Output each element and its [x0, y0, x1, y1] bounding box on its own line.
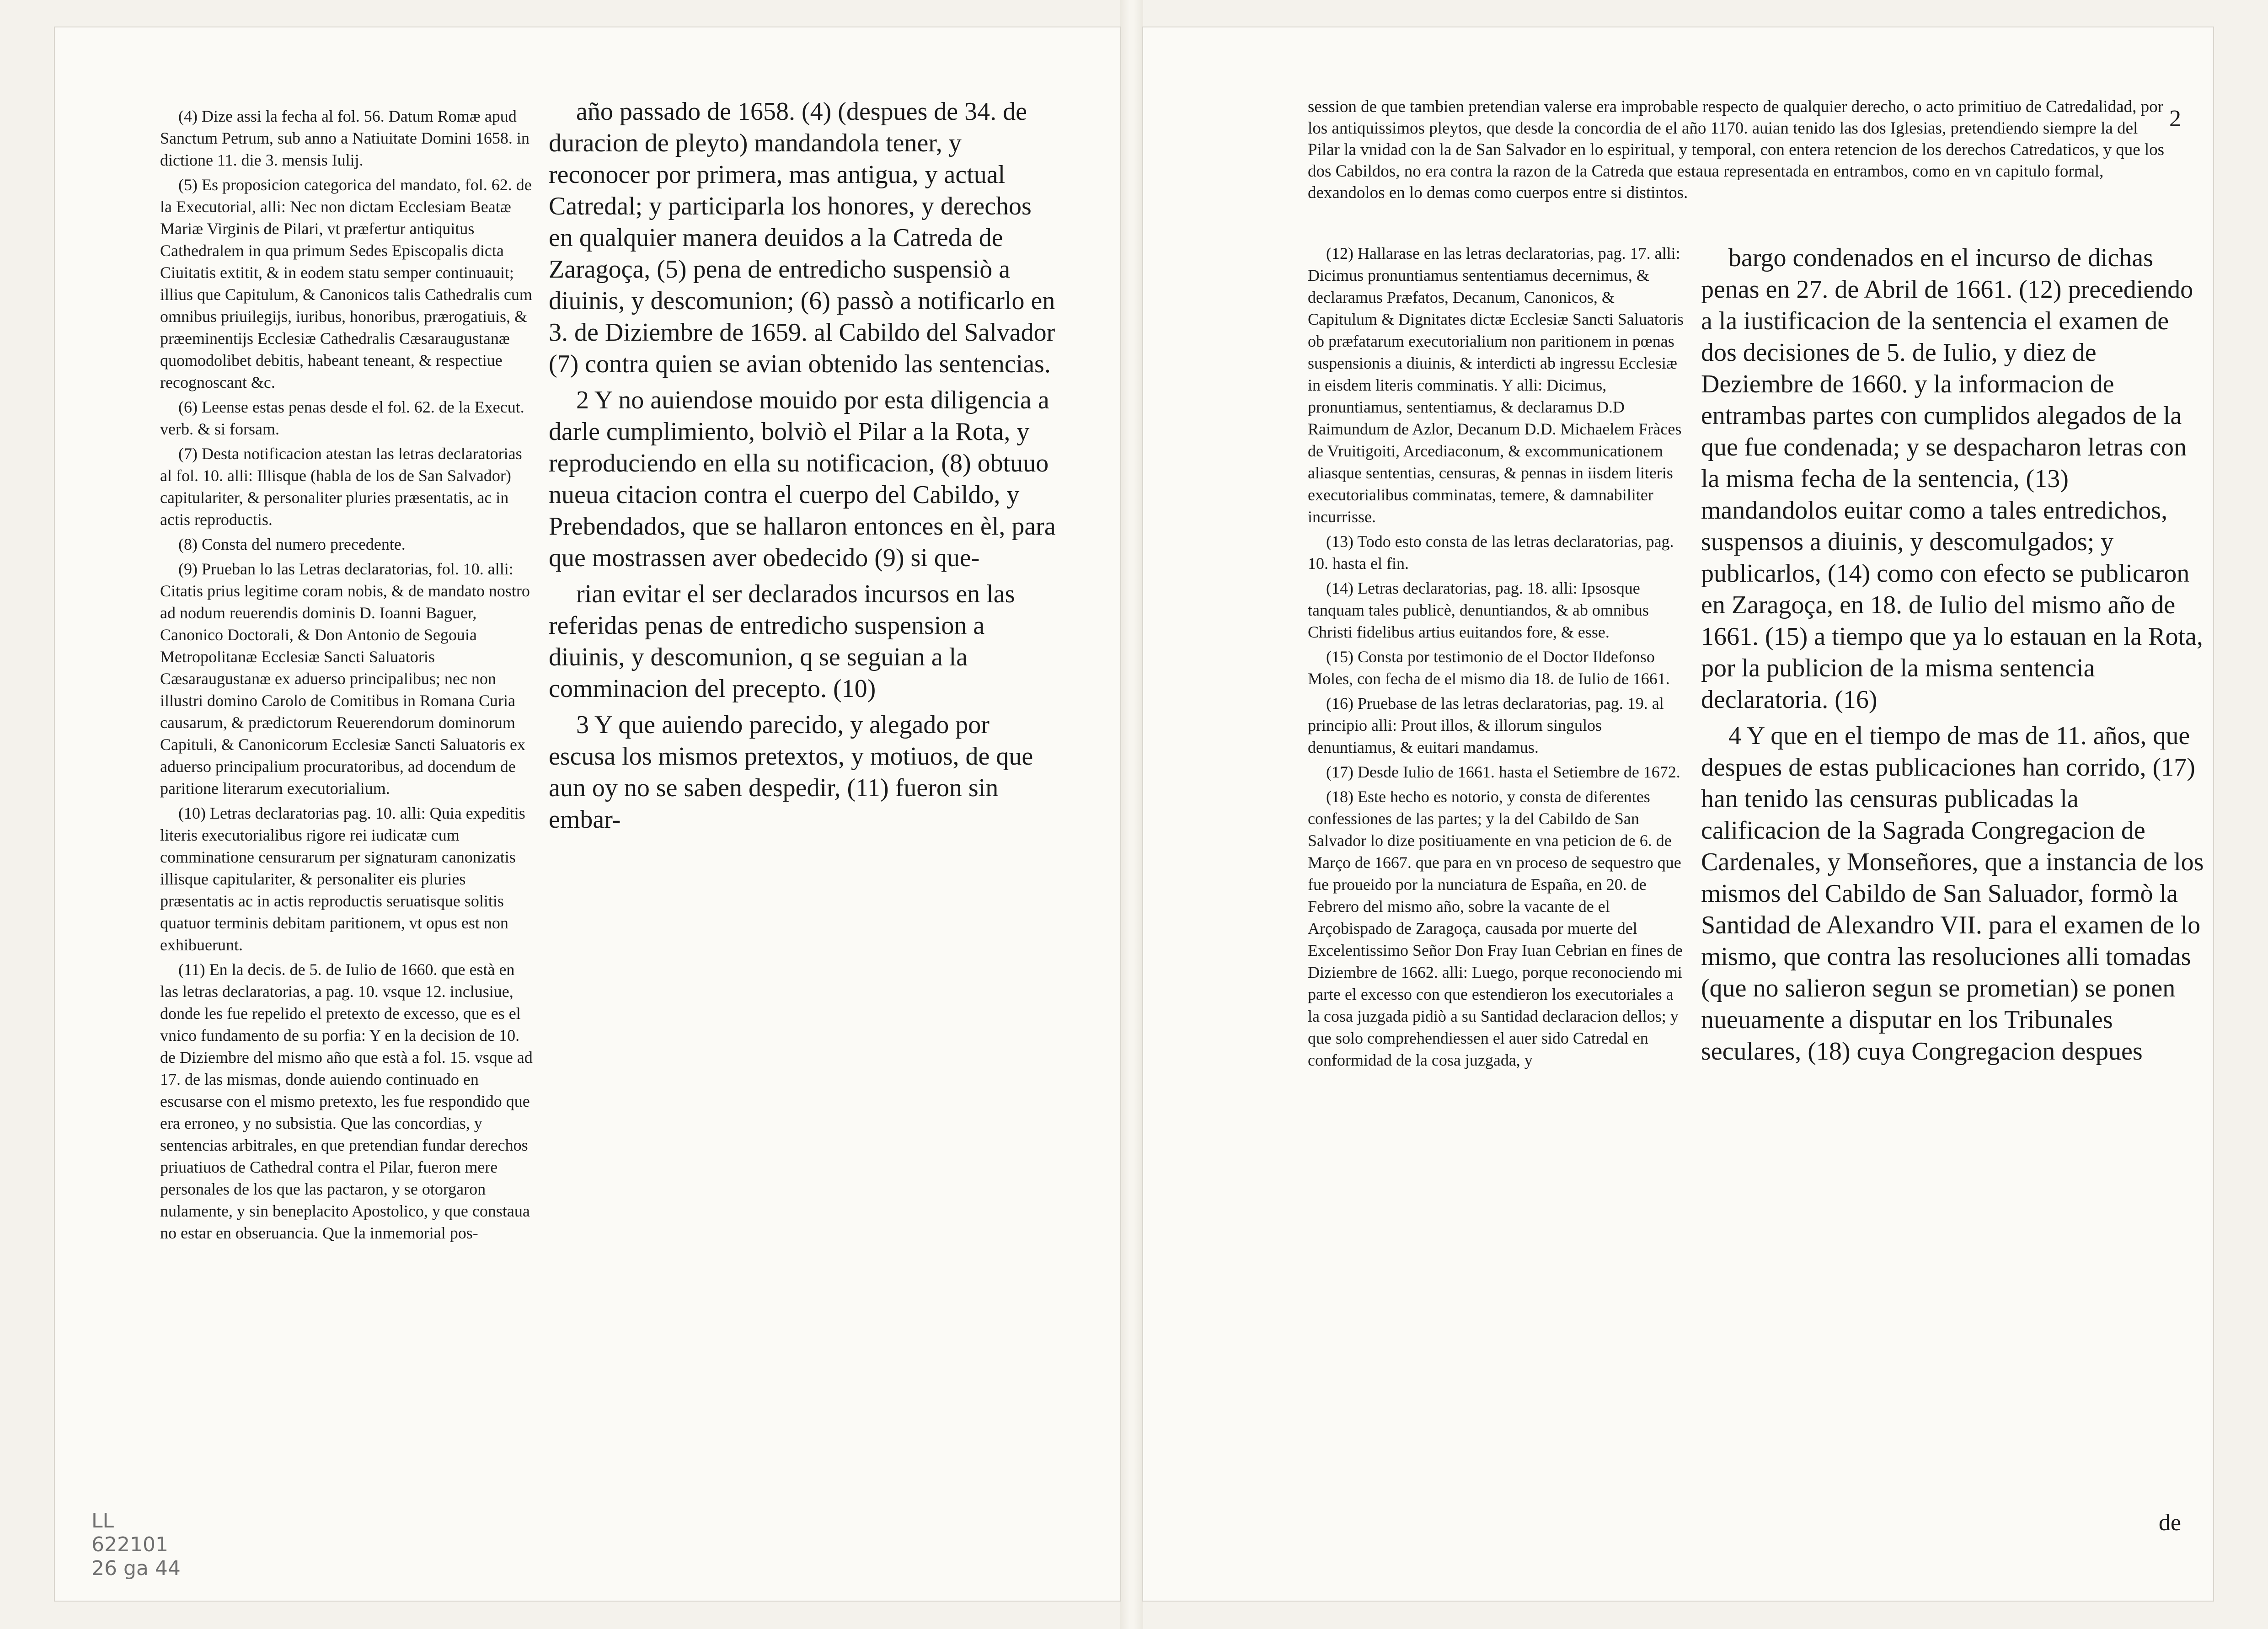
- body-paragraph: 3 Y que auiendo parecido, y alegado por escusa los mismos pretextos, y motiuos, de que aun oy no se saben despedir, (11) fueron sin embar-: [549, 711, 1033, 834]
- right-notes-column: [1308, 242, 1687, 1367]
- body-paragraph: 2 Y no auiendose mouido por esta diligencia a darle cumplimiento, bolviò el Pilar a la Rota, y reproduciendo en ella su notificacion, (8) obtuuo nueua citacion contra el cuerpo del Cabildo, y Prebendados, que se hallaron entonces en èl, para que mostrassen aver obedecido (9) si que-: [549, 386, 1056, 572]
- pencil-line: 622101: [91, 1533, 168, 1556]
- footnote: (18) Este hecho es notorio, y consta de diferentes confessiones de las partes; y la del Cabildo de San Salvador lo dize positiuamente en vna peticion de 6. de Março de 1667. que para en vn proceso de sequestro que fue proueido por la nunciatura de España, en 20. de Febrero del mismo año, sobre la vacante de el Arçobispado de Zaragoça, causada por muerte del Excelentissimo Señor Don Fray Iuan Cebrian en fines de Diziembre de 1662. alli: Luego, porque reconociendo mi parte el excesso con que estendieron los executoriales a la cosa juzgada pidiò a su Santidad declaracion dellos; y que solo comprehendiessen el auer sido Catredal en conformidad de la cosa juzgada, y: [1308, 788, 1683, 1069]
- pencil-annotation: [91, 1509, 181, 1581]
- footnote: (5) Es proposicion categorica del mandato, fol. 62. de la Executorial, alli: Nec non dictam Ecclesiam Beatæ Mariæ Virginis de Pilari, vt præfertur antiquitus Cathedralem in qua primum Sedes Episcopalis dicta Ciuitatis extitit, & in eodem statu semper continuauit; illius que Capitulum, & Canonicos talis Cathedralis cum omnibus priuilegijs, iuribus, honoribus, prærogatiuis, & præeminentijs Ecclesiæ Cathedralis Cæsaraugustanæ quomodolibet debitis, habeant teneant, & respectiue recognoscant &c.: [160, 176, 532, 391]
- body-paragraph: rian evitar el ser declarados incursos en las referidas penas de entredicho suspension a diuinis, y descomunion, q se seguian a la comminacion del precepto. (10): [549, 580, 1015, 703]
- footnote: (6) Leense estas penas desde el fol. 62. de la Execut. verb. & si forsam.: [160, 398, 524, 438]
- left-notes-column: [160, 105, 535, 1395]
- catchword: de: [2158, 1510, 2181, 1536]
- footnote: (10) Letras declaratorias pag. 10. alli: Quia expeditis literis executorialibus rigore rei iudicatæ cum comminatione censurarum per signaturam canonizatis illisque capitulariter, & personaliter eis pluries præsentatis ac in actis reproductis seruatisque solitis quatuor terminis debitam paritionem, vt opus est non exhibuerunt.: [160, 804, 525, 954]
- footnote: (11) En la decis. de 5. de Iulio de 1660. que està en las letras declaratorias, a pag. 10. vsque 12. inclusiue, donde les fue repelido el pretexto de excesso, que es el vnico fundamento de su porfia: Y en la decision de 10. de Diziembre del mismo año que està a fol. 15. vsque ad 17. de las mismas, donde auiendo continuado en escusarse con el mismo pretexto, les fue respondido que era erroneo, y no subsistia. Que las concordias, y sentencias arbitrales, en que pretendian fundar derechos priuatiuos de Cathedral contra el Pilar, fueron mere personales de los que las pactaron, y se otorgaron nulamente, y sin beneplacito Apostolico, y que constaua no estar en obseruancia. Que la inmemorial pos-: [160, 960, 533, 1242]
- footnote: (16) Pruebase de las letras declaratorias, pag. 19. al principio alli: Prout illos, & illorum singulos denuntiamus, & euitari mandamus.: [1308, 694, 1664, 756]
- continuation-paragraph: session de que tambien pretendian valerse era improbable respecto de qualquier derecho, o acto primitiuo de Catredalidad, por los antiquissimos pleytos, que desde la concordia de el año 1170. auian tenido las dos Iglesias, pretendiendo siempre la del Pilar la vnidad con la de San Salvador en lo espiritual, y temporal, con entera retencion de los derechos Catredaticos, y que los dos Cabildos, no era contra la razon de la Catreda que estaua representada en entrambos, como en vn capitulo formal, dexandolos en lo demas como cuerpos entre si distintos.: [1308, 97, 2165, 202]
- footnote: (12) Hallarase en las letras declaratorias, pag. 17. alli: Dicimus pronuntiamus sententiamus decernimus, & declaramus Præfatos, Decanum, Canonicos, & Capitulum & Dignitates dictæ Ecclesiæ Sancti Saluatoris ob præfatarum executorialium non paritionem in pœnas suspensionis a diuinis, & interdicti ab ingressu Ecclesiæ in eisdem literis comminatis. Y alli: Dicimus, pronuntiamus, sententiamus, & declaramus D.D Raimundum de Azlor, Decanum D.D. Michaelem Fràces de Vruitigoiti, Arcediaconum, & excommunicationem aliasque sententias, censuras, & pennas in iisdem literis executorialibus comminatas, temere, & damnabiliter incurrisse.: [1308, 244, 1684, 526]
- footnote: (14) Letras declaratorias, pag. 18. alli: Ipsosque tanquam tales publicè, denuntiandos, & ab omnibus Christi fidelibus artius euitandos fore, & esse.: [1308, 579, 1649, 641]
- footnote: (17) Desde Iulio de 1661. hasta el Setiembre de 1672.: [1326, 763, 1680, 781]
- body-paragraph: 4 Y que en el tiempo de mas de 11. años, que despues de estas publicaciones han corrido, (17) han tenido las censuras publicadas la calificacion de la Sagrada Congregacion de Cardenales, y Monseñores, que a instancia de los mismos del Cabildo de San Saluador, formò la Santidad de Alexandro VII. para el examen de lo mismo, que contra las resoluciones alli tomadas (que no salieron segun se prometian) se ponen nueuamente a disputar en los Tribunales seculares, (18) cuya Congregacion despues: [1701, 722, 2204, 1066]
- right-top-block: [1308, 96, 2167, 233]
- pencil-line: LL: [91, 1509, 114, 1533]
- body-paragraph: año passado de 1658. (4) (despues de 34. de duracion de pleyto) mandandola tener, y reconocer por primera, mas antigua, y actual Catredal; y participarla los honores, y derechos en qualquier manera deuidos a la Catreda de Zaragoça, (5) pena de entredicho suspensiò a diuinis, y descomunion; (6) passò a notificarlo en 3. de Diziembre de 1659. al Cabildo del Salvador (7) contra quien se avian obtenido las sentencias.: [549, 97, 1055, 378]
- footnote: (7) Desta notificacion atestan las letras declaratorias al fol. 10. alli: Illisque (habla de los de San Salvador) capitulariter, & personaliter pluries præsentatis, ac in actis reproductis.: [160, 445, 522, 529]
- pencil-line: 26 ga 44: [91, 1557, 181, 1580]
- body-paragraph: bargo condenados en el incurso de dichas penas en 27. de Abril de 1661. (12) precediendo a la iustificacion de la sentencia el examen de dos decisiones de 5. de Iulio, y diez de Deziembre de 1660. y la informacion de entrambas partes con cumplidos alegados de la que fue condenada; y se despacharon letras con la misma fecha de la sentencia, (13) mandandolos euitar como a tales entredichos, suspensos a diuinis, y descomulgados; y publicarlos, (14) como con efecto se publicaron en Zaragoça, en 18. de Iulio del mismo año de 1661. (15) a tiempo que ya lo estauan en la Rota, por la publicion de la misma sentencia declaratoria. (16): [1701, 244, 2203, 714]
- left-main-column: [549, 96, 1061, 1386]
- left-page: [55, 27, 1120, 1601]
- right-page: [1143, 27, 2213, 1601]
- page-number: 2: [2169, 106, 2181, 132]
- book-gutter: [1120, 0, 1143, 1629]
- footnote: (13) Todo esto consta de las letras declaratorias, pag. 10. hasta el fin.: [1308, 532, 1674, 573]
- footnote: (8) Consta del numero precedente.: [178, 535, 406, 553]
- footnote: (4) Dize assi la fecha al fol. 56. Datum Romæ apud Sanctum Petrum, sub anno a Natiuitate Domini 1658. in dictione 11. die 3. mensis Iulij.: [160, 107, 530, 169]
- footnote: (15) Consta por testimonio de el Doctor Ildefonso Moles, con fecha de el mismo dia 18. de Iulio de 1661.: [1308, 648, 1670, 688]
- footnote: (9) Prueban lo las Letras declaratorias, fol. 10. alli: Citatis prius legitime coram nobis, & de mandato nostro ad nodum reuerendis dominis D. Ioanni Baguer, Canonico Doctorali, & Don Antonio de Segouia Metropolitanæ Ecclesiæ Sancti Saluatoris Cæsaraugustanæ ex aduerso principalibus; nec non illustri domino Carolo de Comitibus in Romana Curia causarum, & prædictorum Reuerendorum dominorum Capituli, & Canonicorum Ecclesiæ Sancti Saluatoris ex aduerso principalium procuratoribus, ad docendum de paritione literarum executorialium.: [160, 560, 530, 798]
- right-main-column: [1701, 242, 2204, 1505]
